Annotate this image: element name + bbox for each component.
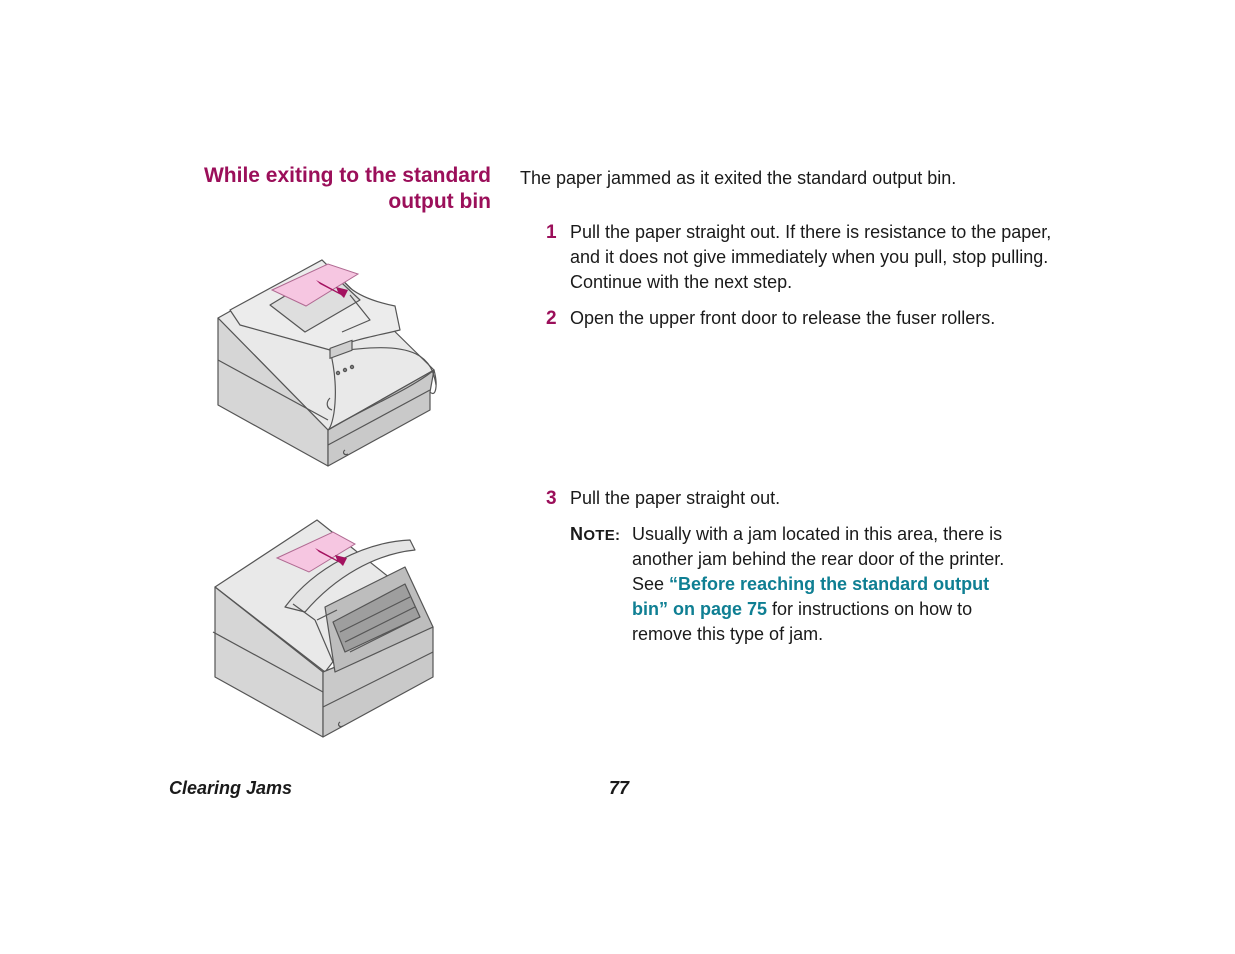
intro-text: The paper jammed as it exited the standard output bin. [520, 168, 957, 188]
note-line: bin” on page 75 for instructions on how to [632, 599, 973, 619]
step-line: and it does not give immediately when you pull, stop pulling. [570, 247, 1049, 267]
footer-section-title: Clearing Jams [169, 778, 293, 798]
cross-reference-link-continued[interactable]: bin” on page 75 [632, 599, 768, 619]
step-number: 3 [546, 488, 557, 509]
note-line: See “Before reaching the standard output [632, 574, 990, 594]
step-line: Continue with the next step. [570, 272, 793, 292]
note-label: NOTE: [570, 524, 621, 544]
printer-illustration-open-door [205, 512, 440, 740]
step-text [570, 486, 1090, 511]
step-line: Pull the paper straight out. If there is resistance to the paper, [570, 222, 1052, 242]
note-line: another jam behind the rear door of the printer. [632, 549, 1005, 569]
note-text [632, 522, 1032, 647]
printer-illustration-closed [210, 240, 445, 472]
step-text [570, 306, 1090, 331]
note-line: Usually with a jam located in this area, there is [632, 524, 1003, 544]
note-line: remove this type of jam. [632, 624, 824, 644]
step-text [570, 220, 1090, 295]
step-line: Open the upper front door to release the fuser rollers. [570, 308, 996, 328]
step-number: 1 [546, 222, 557, 243]
cross-reference-link[interactable]: “Before reaching the standard output [669, 574, 990, 594]
footer-page-number: 77 [609, 778, 630, 798]
step-number: 2 [546, 308, 557, 329]
step-line: Pull the paper straight out. [570, 488, 781, 508]
section-heading-line-2: output bin [388, 190, 491, 213]
section-heading [150, 163, 491, 215]
section-heading-line-1: While exiting to the standard [203, 164, 491, 187]
